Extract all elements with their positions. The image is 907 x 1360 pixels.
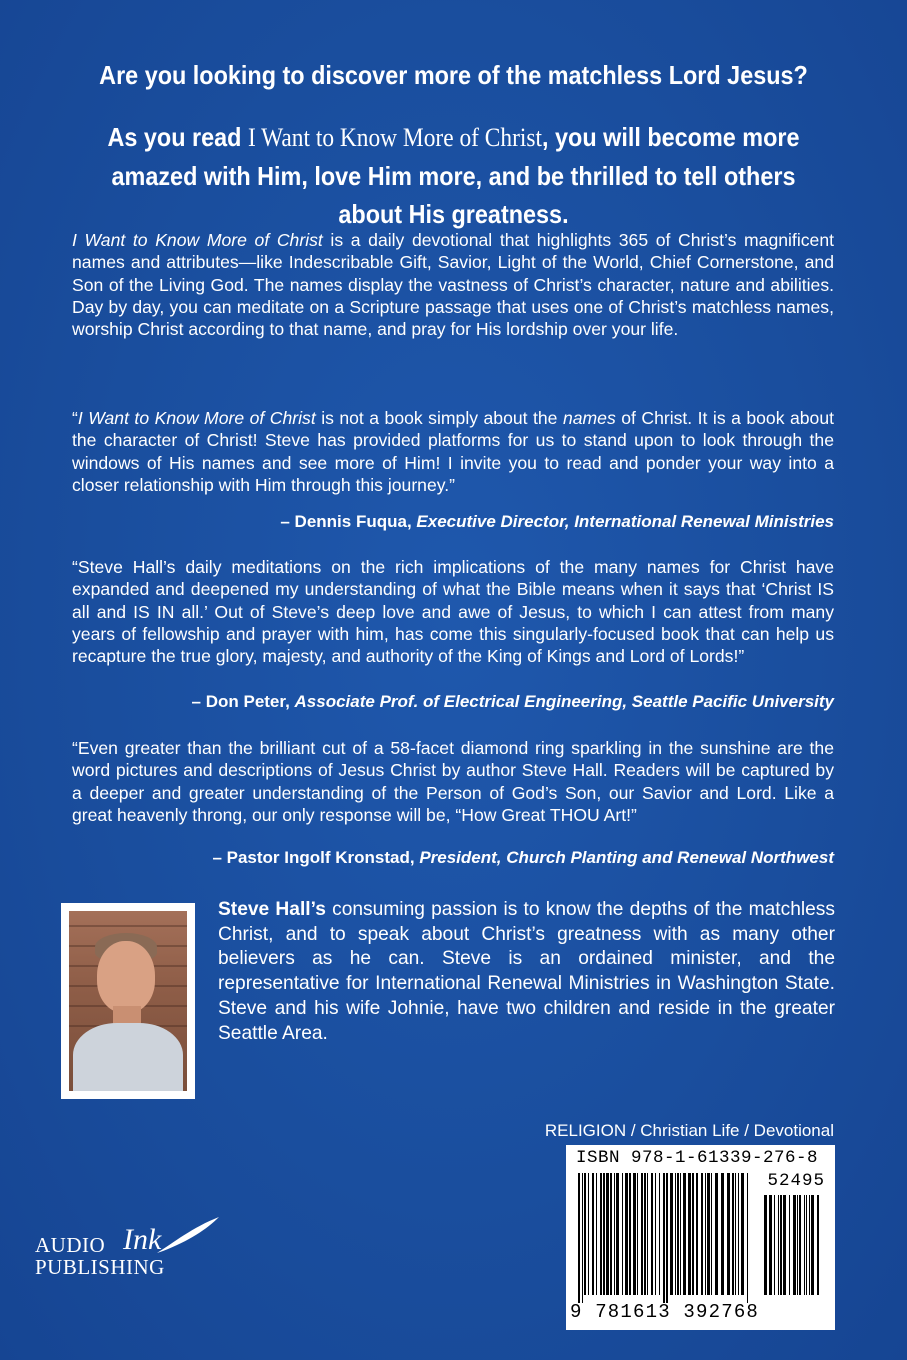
barcode-bar [633, 1173, 636, 1295]
barcode-bar [747, 1173, 748, 1303]
barcode-bar [625, 1173, 628, 1295]
barcode-bar [578, 1173, 580, 1303]
description-book-title: I Want to Know More of Christ [72, 230, 323, 250]
bio-text: consuming passion is to know the depths of the matchless Christ, and to speak about Christ’s greatness with as many other believers as he can. Steve is an ordained minister, and the representative for International Renewal Ministries in Washington State. Steve and his wife Johnie, have two children and reside in the greater Seattle Area. [218, 899, 835, 1044]
logo-audio-text: AUDIO [35, 1233, 106, 1257]
author-face [97, 941, 155, 1013]
barcode-bar [727, 1173, 730, 1295]
quote-1-book-title: I Want to Know More of Christ [77, 408, 316, 428]
isbn-label: ISBN 978-1-61339-276-8 [576, 1148, 819, 1168]
endorsement-quote-2: “Steve Hall’s daily meditations on the rich implications of the many names for Christ have expanded and deepened my understanding of what the Bible means when it says that ‘Christ IS all and IS IN all.’ Out of Steve’s deep love and awe of Jesus, to which I can attest from many years of fellowship and prayer with him, has come this singularly-focused book that can help us recapture the true glory, majesty, and authority of the King of Kings and Lord of Lords!” [72, 557, 834, 667]
barcode-bar [670, 1173, 673, 1295]
bio-author-name: Steve Hall’s [218, 899, 326, 920]
headline-book-title: I Want to Know More of Christ [247, 123, 543, 152]
endorsement-attribution-2: – Don Peter, Associate Prof. of Electrical Engineering, Seattle Pacific University [191, 692, 834, 711]
barcode-bar [582, 1173, 583, 1303]
barcode-bar [780, 1195, 782, 1295]
barcode-bar [774, 1195, 775, 1295]
barcode-bar [641, 1173, 643, 1295]
barcode-bar [696, 1173, 698, 1295]
addon-bars [762, 1195, 826, 1303]
barcode-bar [651, 1173, 653, 1295]
author-photo [69, 911, 187, 1091]
publisher-logo [35, 1223, 235, 1303]
barcode-bar [732, 1173, 734, 1295]
barcode-bar [675, 1173, 676, 1295]
barcode-bar [799, 1195, 801, 1295]
barcode-bar [711, 1173, 712, 1295]
barcode-bar [622, 1173, 623, 1295]
barcode-bar [659, 1173, 660, 1295]
barcode-bar [616, 1173, 619, 1295]
author-photo-frame [61, 903, 195, 1099]
barcode-bar [637, 1173, 638, 1295]
barcode-bar [655, 1173, 656, 1295]
barcode-bar [683, 1173, 686, 1295]
headline-promise [81, 118, 825, 233]
headline-question: Are you looking to discover more of the matchless Lord Jesus? [99, 60, 808, 90]
attribution-2-role: Associate Prof. of Electrical Engineering, Seattle Pacific University [294, 692, 834, 711]
barcode-bar [677, 1173, 679, 1295]
barcode-bar [811, 1195, 814, 1295]
barcode-bar [778, 1195, 779, 1295]
barcode-bar [610, 1173, 612, 1295]
barcode-bar [715, 1173, 718, 1295]
barcode-bar [600, 1173, 602, 1295]
barcode-bar [741, 1173, 744, 1295]
logo-publishing-text: PUBLISHING [35, 1255, 165, 1279]
book-description [72, 229, 834, 340]
attribution-1-role: Executive Director, International Renewal Ministries [416, 512, 834, 531]
headline-prefix: As you read [107, 122, 248, 152]
barcode-bar [584, 1173, 586, 1295]
quote-1-open: “ [72, 408, 78, 428]
barcode-bar [701, 1173, 703, 1295]
barcode-bar [705, 1173, 706, 1295]
barcode-bar [806, 1195, 807, 1295]
barcode-bar [735, 1173, 736, 1295]
barcode-bar [793, 1195, 796, 1295]
endorsement-attribution-1: – Dennis Fuqua, Executive Director, International Renewal Ministries [280, 512, 834, 531]
barcode-bar [666, 1173, 668, 1303]
barcode-bar [592, 1173, 594, 1295]
barcode-bar [707, 1173, 710, 1295]
barcode-bar [647, 1173, 648, 1295]
barcode-bar [804, 1195, 805, 1295]
description-text: is a daily devotional that highlights 365 of Christ’s magnificent names and attributes—like Indescribable Gift, Savior, Light of the World, Chief Cornerstone, and Son of the Living God. The names display the vastness of Christ’s character, nature and abilities. Day by day, you can meditate on a Scripture passage that uses one of Christ’s matchless names, worship Christ according to that name, and pray for His lordship over your life. [72, 230, 834, 340]
logo-ink-text: Ink [123, 1223, 162, 1256]
attribution-3-author: – Pastor Ingolf Kronstad [212, 848, 410, 867]
barcode-bar [629, 1173, 631, 1295]
barcode-bar [738, 1173, 739, 1295]
barcode-bar [663, 1173, 665, 1303]
quote-1-mid: is not a book simply about the [315, 408, 563, 428]
quote-1-rest: of Christ. It is a book about the character of Christ! Steve has provided platforms for us to stand upon to look through the windows of His names and see more of Him! I invite you to read and ponder your way into a closer relationship with Him through this journey.” [72, 408, 834, 495]
barcode-bar [680, 1173, 681, 1295]
ean-digits: 9 781613 392768 [570, 1301, 760, 1323]
bisac-category: RELIGION / Christian Life / Devotional [544, 1121, 834, 1140]
barcode-bar [603, 1173, 605, 1295]
attribution-3-role: President, Church Planting and Renewal Northwest [419, 848, 834, 867]
barcode-bar [797, 1195, 798, 1295]
barcode-bar [769, 1195, 772, 1295]
barcode-bar [614, 1173, 615, 1295]
barcode-bar [644, 1173, 646, 1295]
quote-1-names: names [562, 408, 616, 428]
barcode-bar [588, 1173, 589, 1295]
ean-bars [576, 1173, 754, 1303]
barcode-bar [817, 1195, 819, 1295]
quill-icon [153, 1215, 223, 1255]
barcode-bar [596, 1173, 597, 1295]
barcode-bar [764, 1195, 767, 1295]
barcode-bar [789, 1195, 790, 1295]
headline-suffix: , you will become more amazed with Him, love Him more, and be thrilled to tell others about His greatness. [111, 122, 800, 229]
price-code: 52495 [767, 1171, 825, 1191]
barcode-bar [809, 1195, 810, 1295]
barcode-bar [692, 1173, 694, 1295]
attribution-1-author: – Dennis Fuqua [280, 512, 407, 531]
endorsement-quote-3: “Even greater than the brilliant cut of a 58-facet diamond ring sparkling in the sunshine are the word pictures and descriptions of Jesus Christ by author Steve Hall. Readers will be captured by a deeper and greater understanding of the Person of God’s Son, our Savior and Lord. Like a great heavenly throng, our only response will be, “How Great THOU Art!” [72, 738, 834, 825]
barcode-bar [783, 1195, 786, 1295]
barcode-bar [721, 1173, 724, 1295]
author-bio [218, 898, 835, 1046]
author-shirt [73, 1023, 183, 1091]
barcode-bar [606, 1173, 609, 1295]
endorsement-quote-1 [72, 407, 834, 496]
endorsement-attribution-3: – Pastor Ingolf Kronstad, President, Church Planting and Renewal Northwest [212, 848, 834, 867]
barcode-bar [688, 1173, 691, 1295]
isbn-barcode [566, 1145, 835, 1330]
attribution-2-author: – Don Peter [191, 692, 286, 711]
